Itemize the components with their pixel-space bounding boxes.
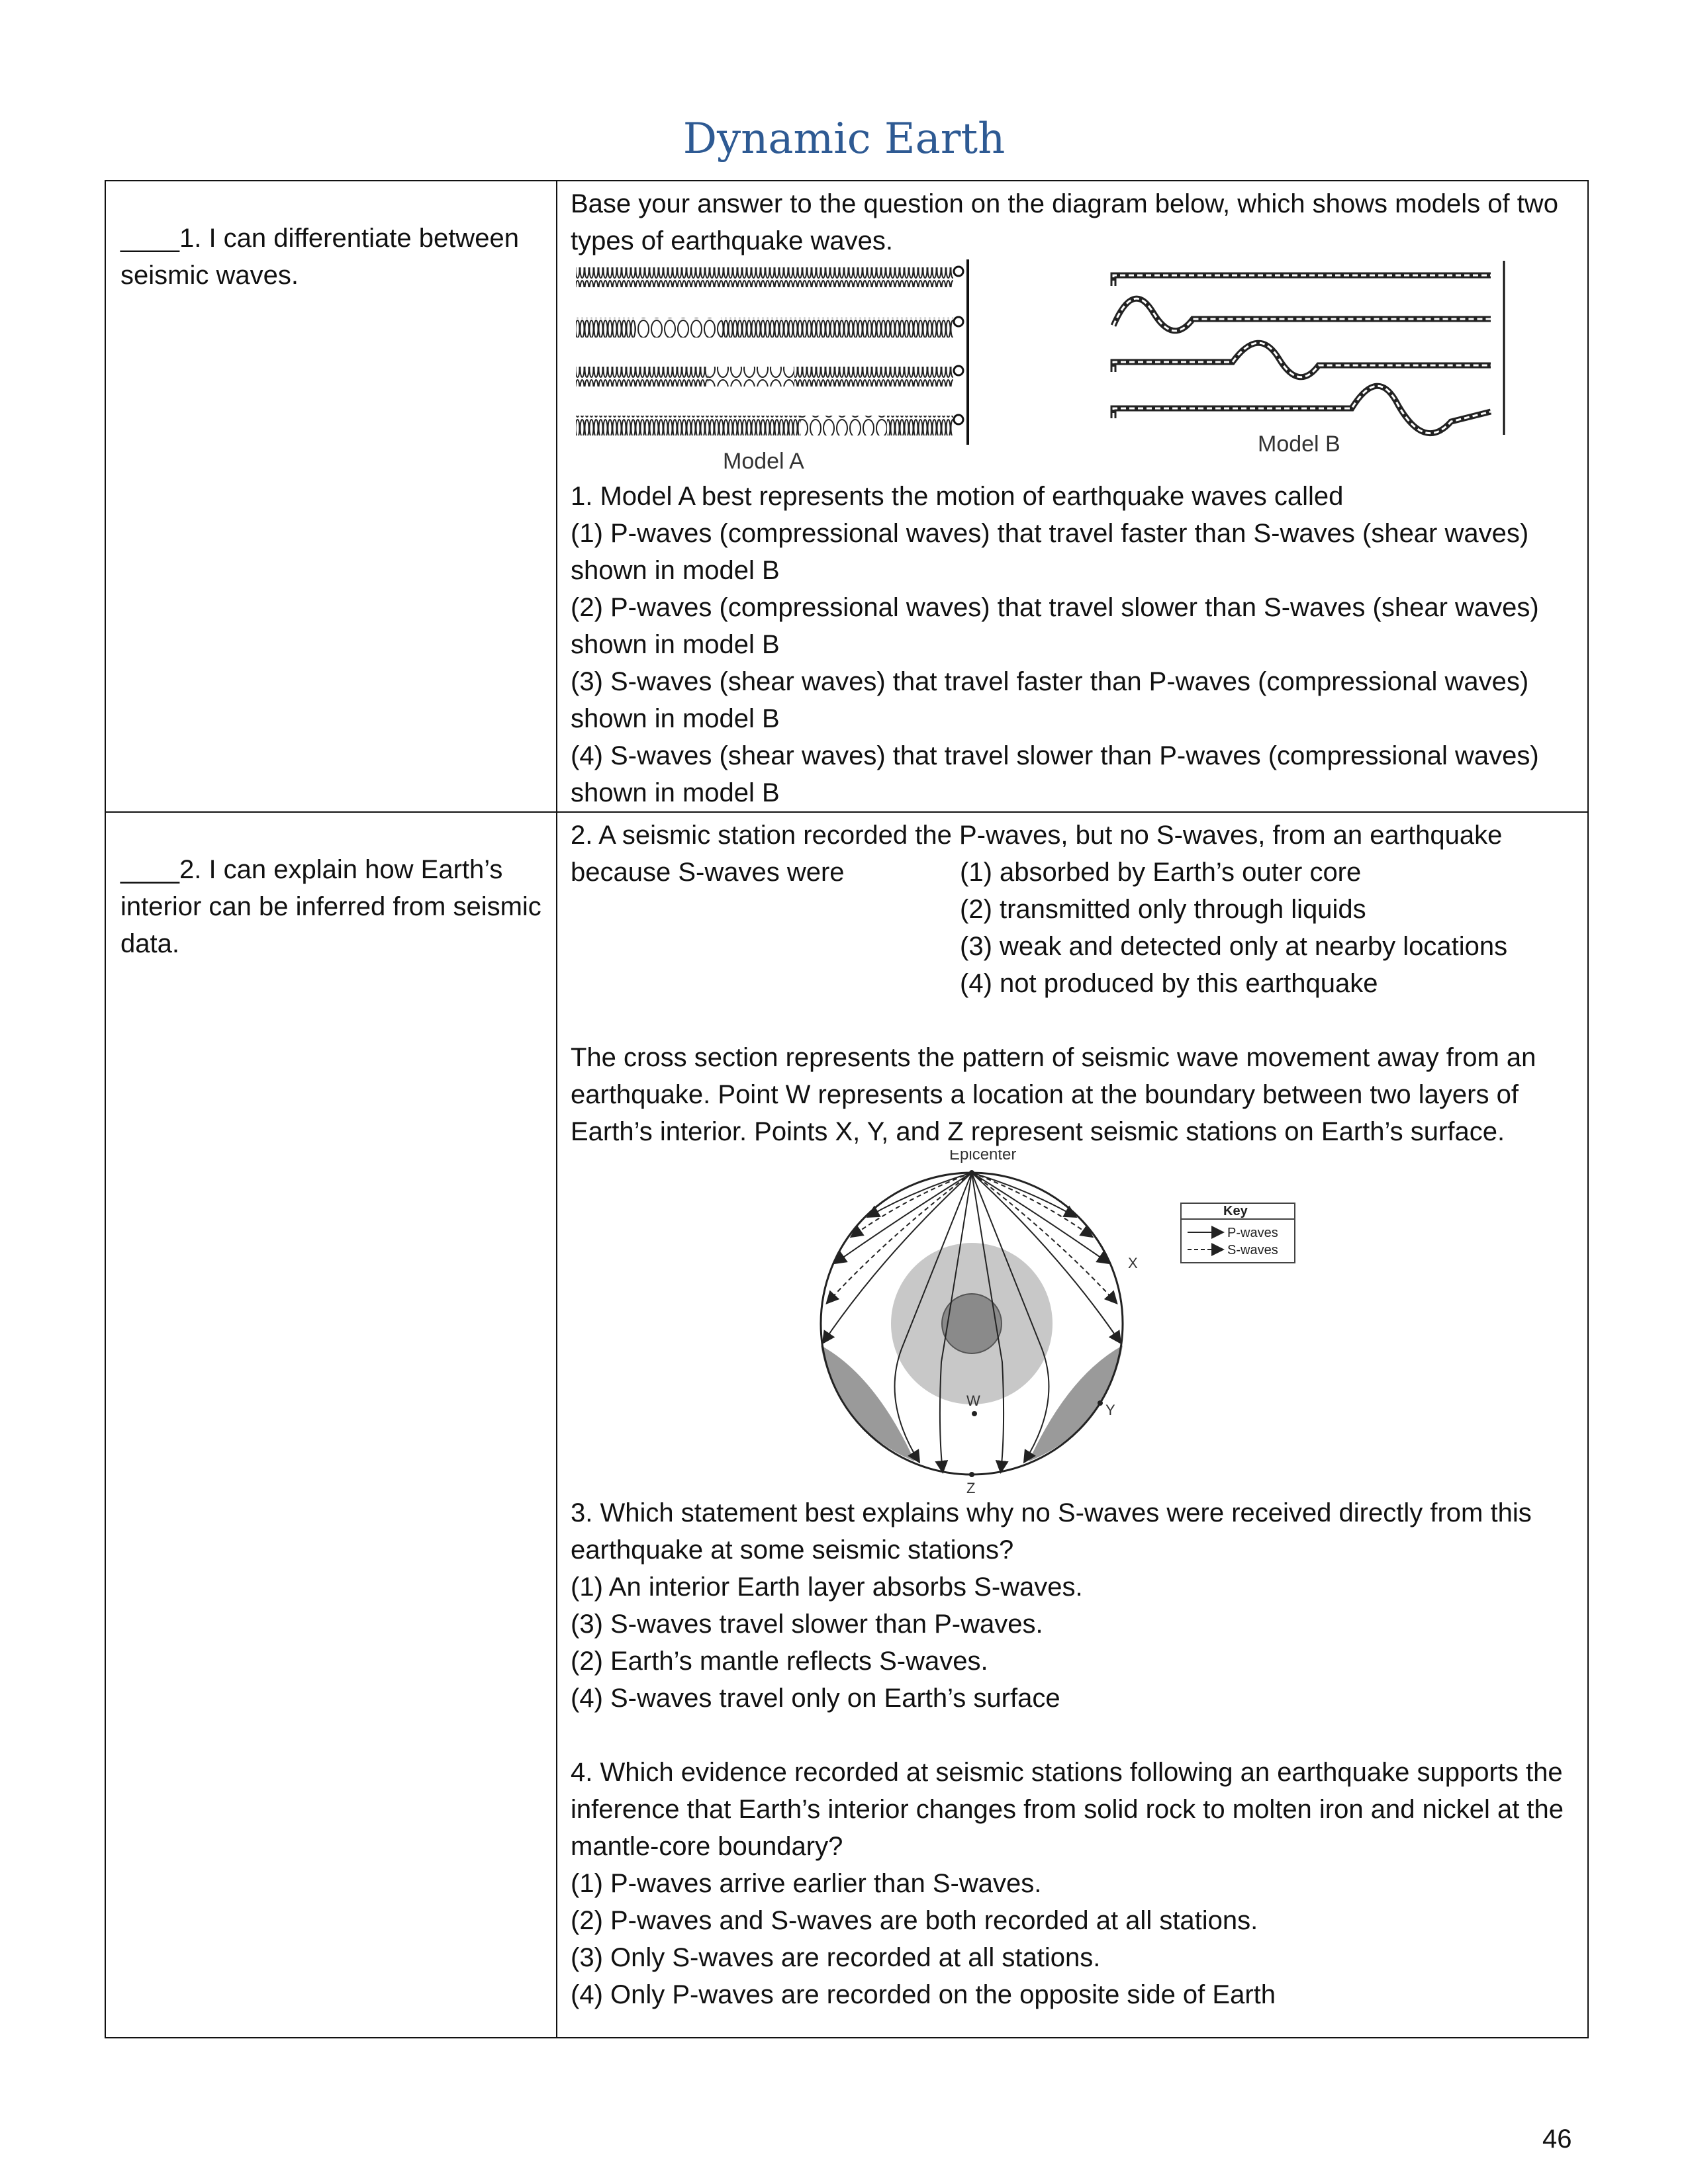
objective-cell	[105, 181, 557, 812]
key-s-waves: S-waves	[1227, 1243, 1278, 1257]
model-b-label: Model B	[1258, 432, 1340, 457]
q2-option-3: (3) weak and detected only at nearby locations	[960, 932, 1508, 961]
q1-option-3: (3) S-waves (shear waves) that travel faster than P-waves (compressional waves) shown in model B	[571, 667, 1529, 733]
q4-option-1: (1) P-waves arrive earlier than S-waves.	[571, 1869, 1042, 1898]
point-y-label: Y	[1105, 1402, 1115, 1418]
q4-option-3: (3) Only S-waves are recorded at all stations.	[571, 1943, 1101, 1972]
question-cell	[557, 181, 1588, 812]
page-number: 46	[1542, 2124, 1572, 2154]
key-p-waves: P-waves	[1227, 1226, 1278, 1240]
q2-option-1: (1) absorbed by Earth’s outer core	[960, 858, 1362, 887]
q3-option-4: (4) S-waves travel only on Earth’s surface	[571, 1684, 1060, 1713]
objectives-table	[105, 180, 1589, 2038]
q4-option-4: (4) Only P-waves are recorded on the opposite side of Earth	[571, 1980, 1276, 2009]
q1-option-1: (1) P-waves (compressional waves) that travel faster than S-waves (shear waves) shown in model B	[571, 519, 1529, 585]
key-title: Key	[1223, 1204, 1248, 1218]
point-y-dot	[1098, 1400, 1103, 1406]
point-w-label: W	[966, 1392, 980, 1409]
diagram-key	[1181, 1203, 1295, 1263]
table-row	[105, 181, 1588, 812]
q2-options	[571, 854, 1574, 1002]
q1-option-2: (2) P-waves (compressional waves) that travel slower than S-waves (shear waves) shown in model B	[571, 593, 1539, 659]
shadow-zone-left	[821, 1345, 915, 1461]
q1-stem: 1. Model A best represents the motion of earthquake waves called	[571, 482, 1344, 511]
q3-option-2: (3) S-waves travel slower than P-waves.	[571, 1610, 1043, 1639]
point-x-label: X	[1128, 1255, 1138, 1271]
intro-text: Base your answer to the question on the diagram below, which shows models of two types of earthquake waves.	[571, 189, 1558, 255]
q2-stem: 2. A seismic station recorded the P-waves, but no S-waves, from an earthquake	[571, 821, 1503, 850]
earth-cross-section-diagram	[796, 1150, 1574, 1494]
model-a-label: Model A	[723, 449, 804, 474]
point-z-dot	[969, 1472, 974, 1477]
objective-cell	[105, 812, 557, 2038]
q3-option-3: (2) Earth’s mantle reflects S-waves.	[571, 1647, 988, 1676]
q3-option-1: (1) An interior Earth layer absorbs S-waves.	[571, 1572, 1083, 1602]
model-a-springs	[576, 259, 968, 445]
q4-option-2: (2) P-waves and S-waves are both recorded at all stations.	[571, 1906, 1258, 1935]
q4-stem: 4. Which evidence recorded at seismic stations following an earthquake supports the inference that Earth’s interior changes from solid rock to molten iron and nickel at the mantle-core boundary?	[571, 1758, 1564, 1861]
point-z-label: Z	[966, 1480, 976, 1494]
model-b-ropes	[1113, 275, 1491, 433]
epicenter-label: Epicenter	[949, 1150, 1017, 1163]
q2-option-4: (4) not produced by this earthquake	[960, 969, 1378, 998]
cross-section-text: The cross section represents the pattern of seismic wave movement away from an earthquake. Point W represents a location at the boundary between two layers of Earth’s interior. Points X, Y, and Z represent seismic stations on Earth’s surface.	[571, 1043, 1536, 1146]
objective-1-text: ____1. I can differentiate between seismic waves.	[120, 224, 519, 290]
question-cell	[557, 812, 1588, 2038]
point-w-dot	[972, 1411, 977, 1416]
objective-2-text: ____2. I can explain how Earth’s interior can be inferred from seismic data.	[120, 855, 541, 958]
table-row	[105, 812, 1588, 2038]
earth-cross-section-svg	[796, 1150, 1524, 1494]
q3-stem: 3. Which statement best explains why no S-waves were received directly from this earthquake at some seismic stations?	[571, 1498, 1532, 1565]
page-title: Dynamic Earth	[682, 114, 1006, 163]
q2-option-2: (2) transmitted only through liquids	[960, 895, 1366, 924]
wave-models-diagram	[571, 259, 1574, 478]
q2-stem-line2: because S-waves were	[571, 858, 845, 887]
q1-option-4: (4) S-waves (shear waves) that travel slower than P-waves (compressional waves) shown in model B	[571, 741, 1539, 807]
wave-models-svg	[571, 259, 1577, 478]
